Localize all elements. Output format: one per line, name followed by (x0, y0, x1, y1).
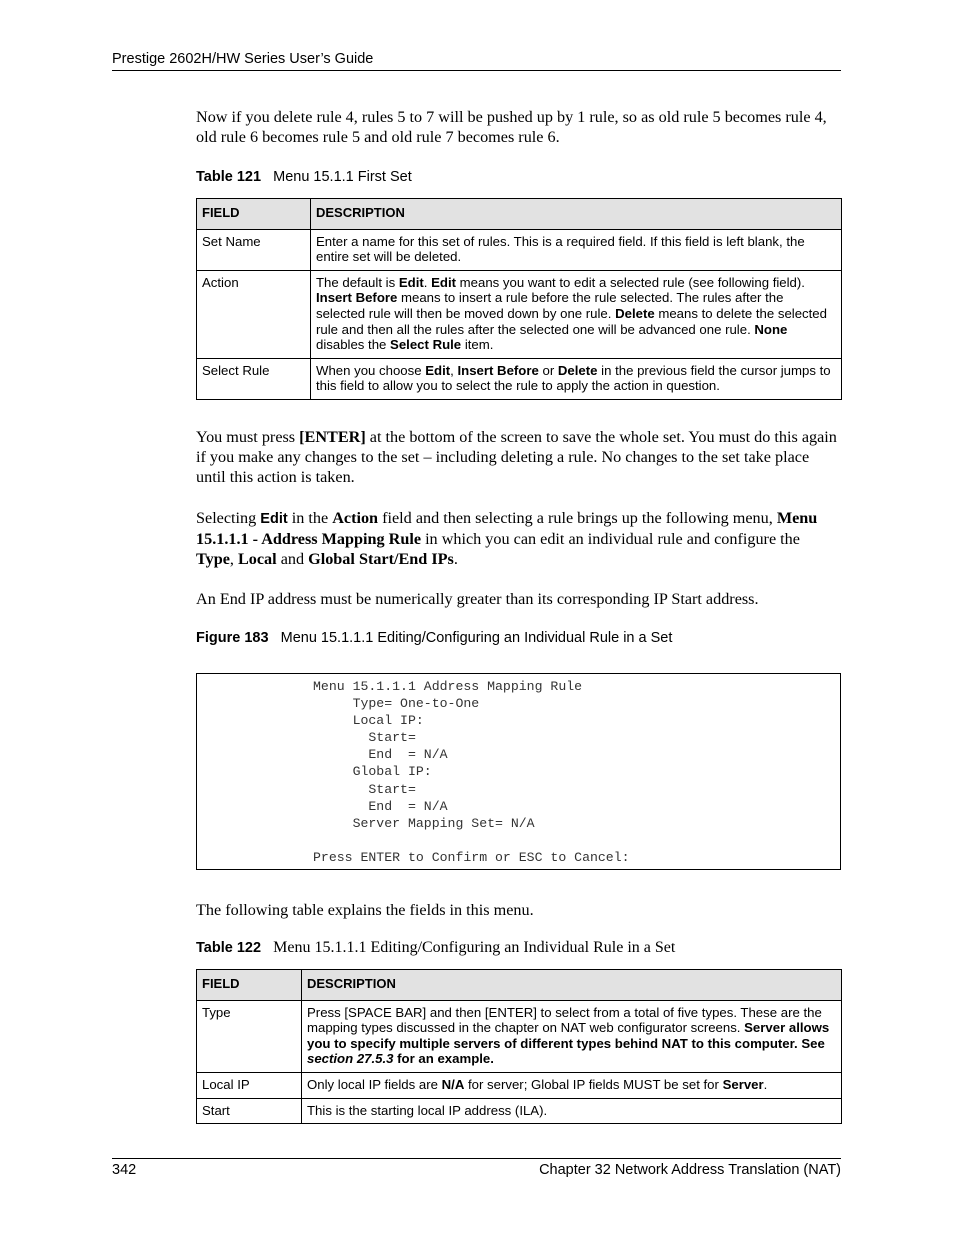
description-cell: This is the starting local IP address (ILA). (302, 1098, 842, 1124)
chapter-title: Chapter 32 Network Address Translation (NAT) (539, 1162, 841, 1178)
field-cell: Select Rule (197, 358, 311, 399)
terminal-menu-text: Menu 15.1.1.1 Address Mapping Rule Type= One-to-One Local IP: Start= End = N/A Global IP: Start= End = N/A Server Mapping Set= N/A Press ENTER to Confirm or ESC to Cancel: (313, 679, 630, 865)
table-122-caption (196, 939, 841, 957)
paragraph-following-table: The following table explains the fields in this menu. (196, 901, 534, 919)
table-label: Table 122 (196, 940, 262, 956)
column-header-description: DESCRIPTION (302, 970, 842, 1001)
paragraph-press-enter: You must press [ENTER] at the bottom of the screen to save the whole set. You must do this again if you make any changes to the set – including deleting a rule. No changes to the set take place until this action is taken. (196, 428, 837, 486)
field-cell: Local IP (197, 1072, 302, 1098)
figure-title: Menu 15.1.1.1 Editing/Configuring an Individual Rule in a Set (280, 630, 673, 646)
table-121-caption (196, 169, 841, 185)
paragraph-delete-rule: Now if you delete rule 4, rules 5 to 7 will be pushed up by 1 rule, so as old rule 5 becomes rule 4, old rule 6 becomes rule 5 and old rule 7 becomes rule 6. (196, 108, 827, 146)
terminal-screen-figure (196, 673, 841, 870)
paragraph-selecting-edit: Selecting Edit in the Action field and then selecting a rule brings up the following menu, Menu 15.1.1.1 - Address Mapping Rule in which you can edit an individual rule and configure the Type, Local and Global Start/End IPs. (196, 509, 818, 568)
header-title: Prestige 2602H/HW Series User’s Guide (112, 51, 374, 67)
column-header-description: DESCRIPTION (311, 199, 842, 230)
figure-183-caption (196, 630, 841, 646)
table-row (197, 1000, 842, 1072)
figure-label: Figure 183 (196, 630, 269, 646)
field-cell: Start (197, 1098, 302, 1124)
table-row (197, 1098, 842, 1124)
table-title: Menu 15.1.1.1 Editing/Configuring an Individual Rule in a Set (273, 939, 676, 956)
description-cell: Enter a name for this set of rules. This is a required field. If this field is left blank, the entire set will be deleted. (311, 229, 842, 270)
table-title: Menu 15.1.1 First Set (273, 169, 412, 185)
paragraph-end-ip: An End IP address must be numerically greater than its corresponding IP Start address. (196, 590, 759, 608)
table-row (197, 1072, 842, 1098)
page-header (112, 51, 841, 71)
description-cell: Press [SPACE BAR] and then [ENTER] to select from a total of five types. These are the mapping types discussed in the chapter on NAT web configurator screens. Server allows you to specify multiple servers of different types behind NAT to this computer. See section 27.5.3 for an example. (302, 1000, 842, 1072)
field-cell: Action (197, 270, 311, 358)
field-cell: Type (197, 1000, 302, 1072)
table-121 (196, 198, 842, 400)
table-row (197, 270, 842, 358)
description-cell: Only local IP fields are N/A for server; Global IP fields MUST be set for Server. (302, 1072, 842, 1098)
description-cell: When you choose Edit, Insert Before or Delete in the previous field the cursor jumps to this field to allow you to select the rule to apply the action in question. (311, 358, 842, 399)
table-label: Table 121 (196, 169, 262, 185)
table-row (197, 229, 842, 270)
table-122 (196, 969, 842, 1124)
table-header-row (197, 199, 842, 230)
page-footer (112, 1158, 841, 1178)
page-number: 342 (112, 1162, 137, 1178)
table-header-row (197, 970, 842, 1001)
field-cell: Set Name (197, 229, 311, 270)
description-cell: The default is Edit. Edit means you want to edit a selected rule (see following field). Insert Before means to insert a rule before the rule selected. The rules after the selected rule will then be moved down by one rule. Delete means to delete the selected rule and then all the rules after the selected one will be advanced one rule. None disables the Select Rule item. (311, 270, 842, 358)
column-header-field: FIELD (197, 199, 311, 230)
table-row (197, 358, 842, 399)
column-header-field: FIELD (197, 970, 302, 1001)
